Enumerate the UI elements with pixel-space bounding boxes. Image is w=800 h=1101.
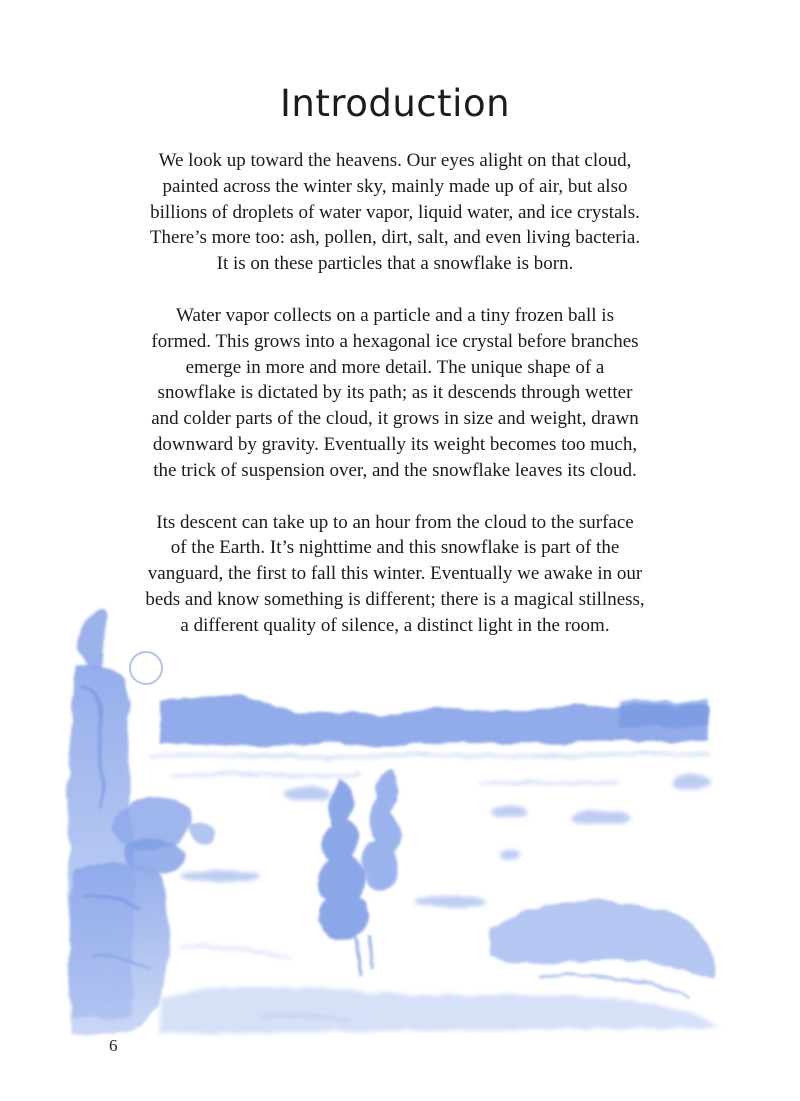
text-line: the trick of suspension over, and the snowflake leaves its cloud. bbox=[153, 459, 637, 481]
text-line: vanguard, the first to fall this winter. Eventually we awake in our bbox=[147, 563, 643, 585]
text-line: billions of droplets of water vapor, liquid water, and ice crystals. bbox=[150, 201, 640, 223]
paragraph-1 bbox=[130, 148, 660, 277]
moon bbox=[130, 652, 162, 684]
text-line: There’s more too: ash, pollen, dirt, salt, and even living bacteria. bbox=[149, 227, 641, 249]
text-line: beds and know something is different; there is a magical stillness, bbox=[145, 588, 645, 610]
foreground-rock bbox=[69, 862, 169, 1034]
text-line: snowflake is dictated by its path; as it descends through wetter bbox=[157, 382, 633, 404]
right-snowdrift bbox=[490, 901, 715, 998]
page-title: Introduction bbox=[279, 82, 511, 125]
text-line: painted across the winter sky, mainly made up of air, but also bbox=[162, 175, 628, 197]
text-line: emerge in more and more detail. The unique shape of a bbox=[185, 356, 605, 378]
distant-treeline bbox=[160, 695, 710, 747]
text-line: a different quality of silence, a distinct light in the room. bbox=[180, 614, 610, 636]
text-line: of the Earth. It’s nighttime and this snowflake is part of the bbox=[170, 537, 620, 559]
text-line: downward by gravity. Eventually its weight becomes too much, bbox=[152, 433, 638, 455]
body-text bbox=[130, 148, 660, 665]
text-line: It is on these particles that a snowflake is born. bbox=[216, 253, 574, 275]
horizon-strokes bbox=[150, 753, 710, 784]
text-line: Water vapor collects on a particle and a tiny frozen ball is bbox=[176, 304, 614, 326]
text-line: and colder parts of the cloud, it grows in size and weight, drawn bbox=[151, 408, 639, 430]
winter-landscape-illustration bbox=[60, 598, 730, 1038]
paragraph-2 bbox=[130, 303, 660, 484]
pine-tree bbox=[318, 770, 401, 978]
page-number: 6 bbox=[109, 1036, 118, 1055]
text-line: Its descent can take up to an hour from the cloud to the surface bbox=[156, 511, 634, 533]
text-line: We look up toward the heavens. Our eyes alight on that cloud, bbox=[158, 150, 632, 171]
text-line: formed. This grows into a hexagonal ice crystal before branches bbox=[151, 330, 639, 352]
snowfield-marks bbox=[180, 774, 712, 908]
